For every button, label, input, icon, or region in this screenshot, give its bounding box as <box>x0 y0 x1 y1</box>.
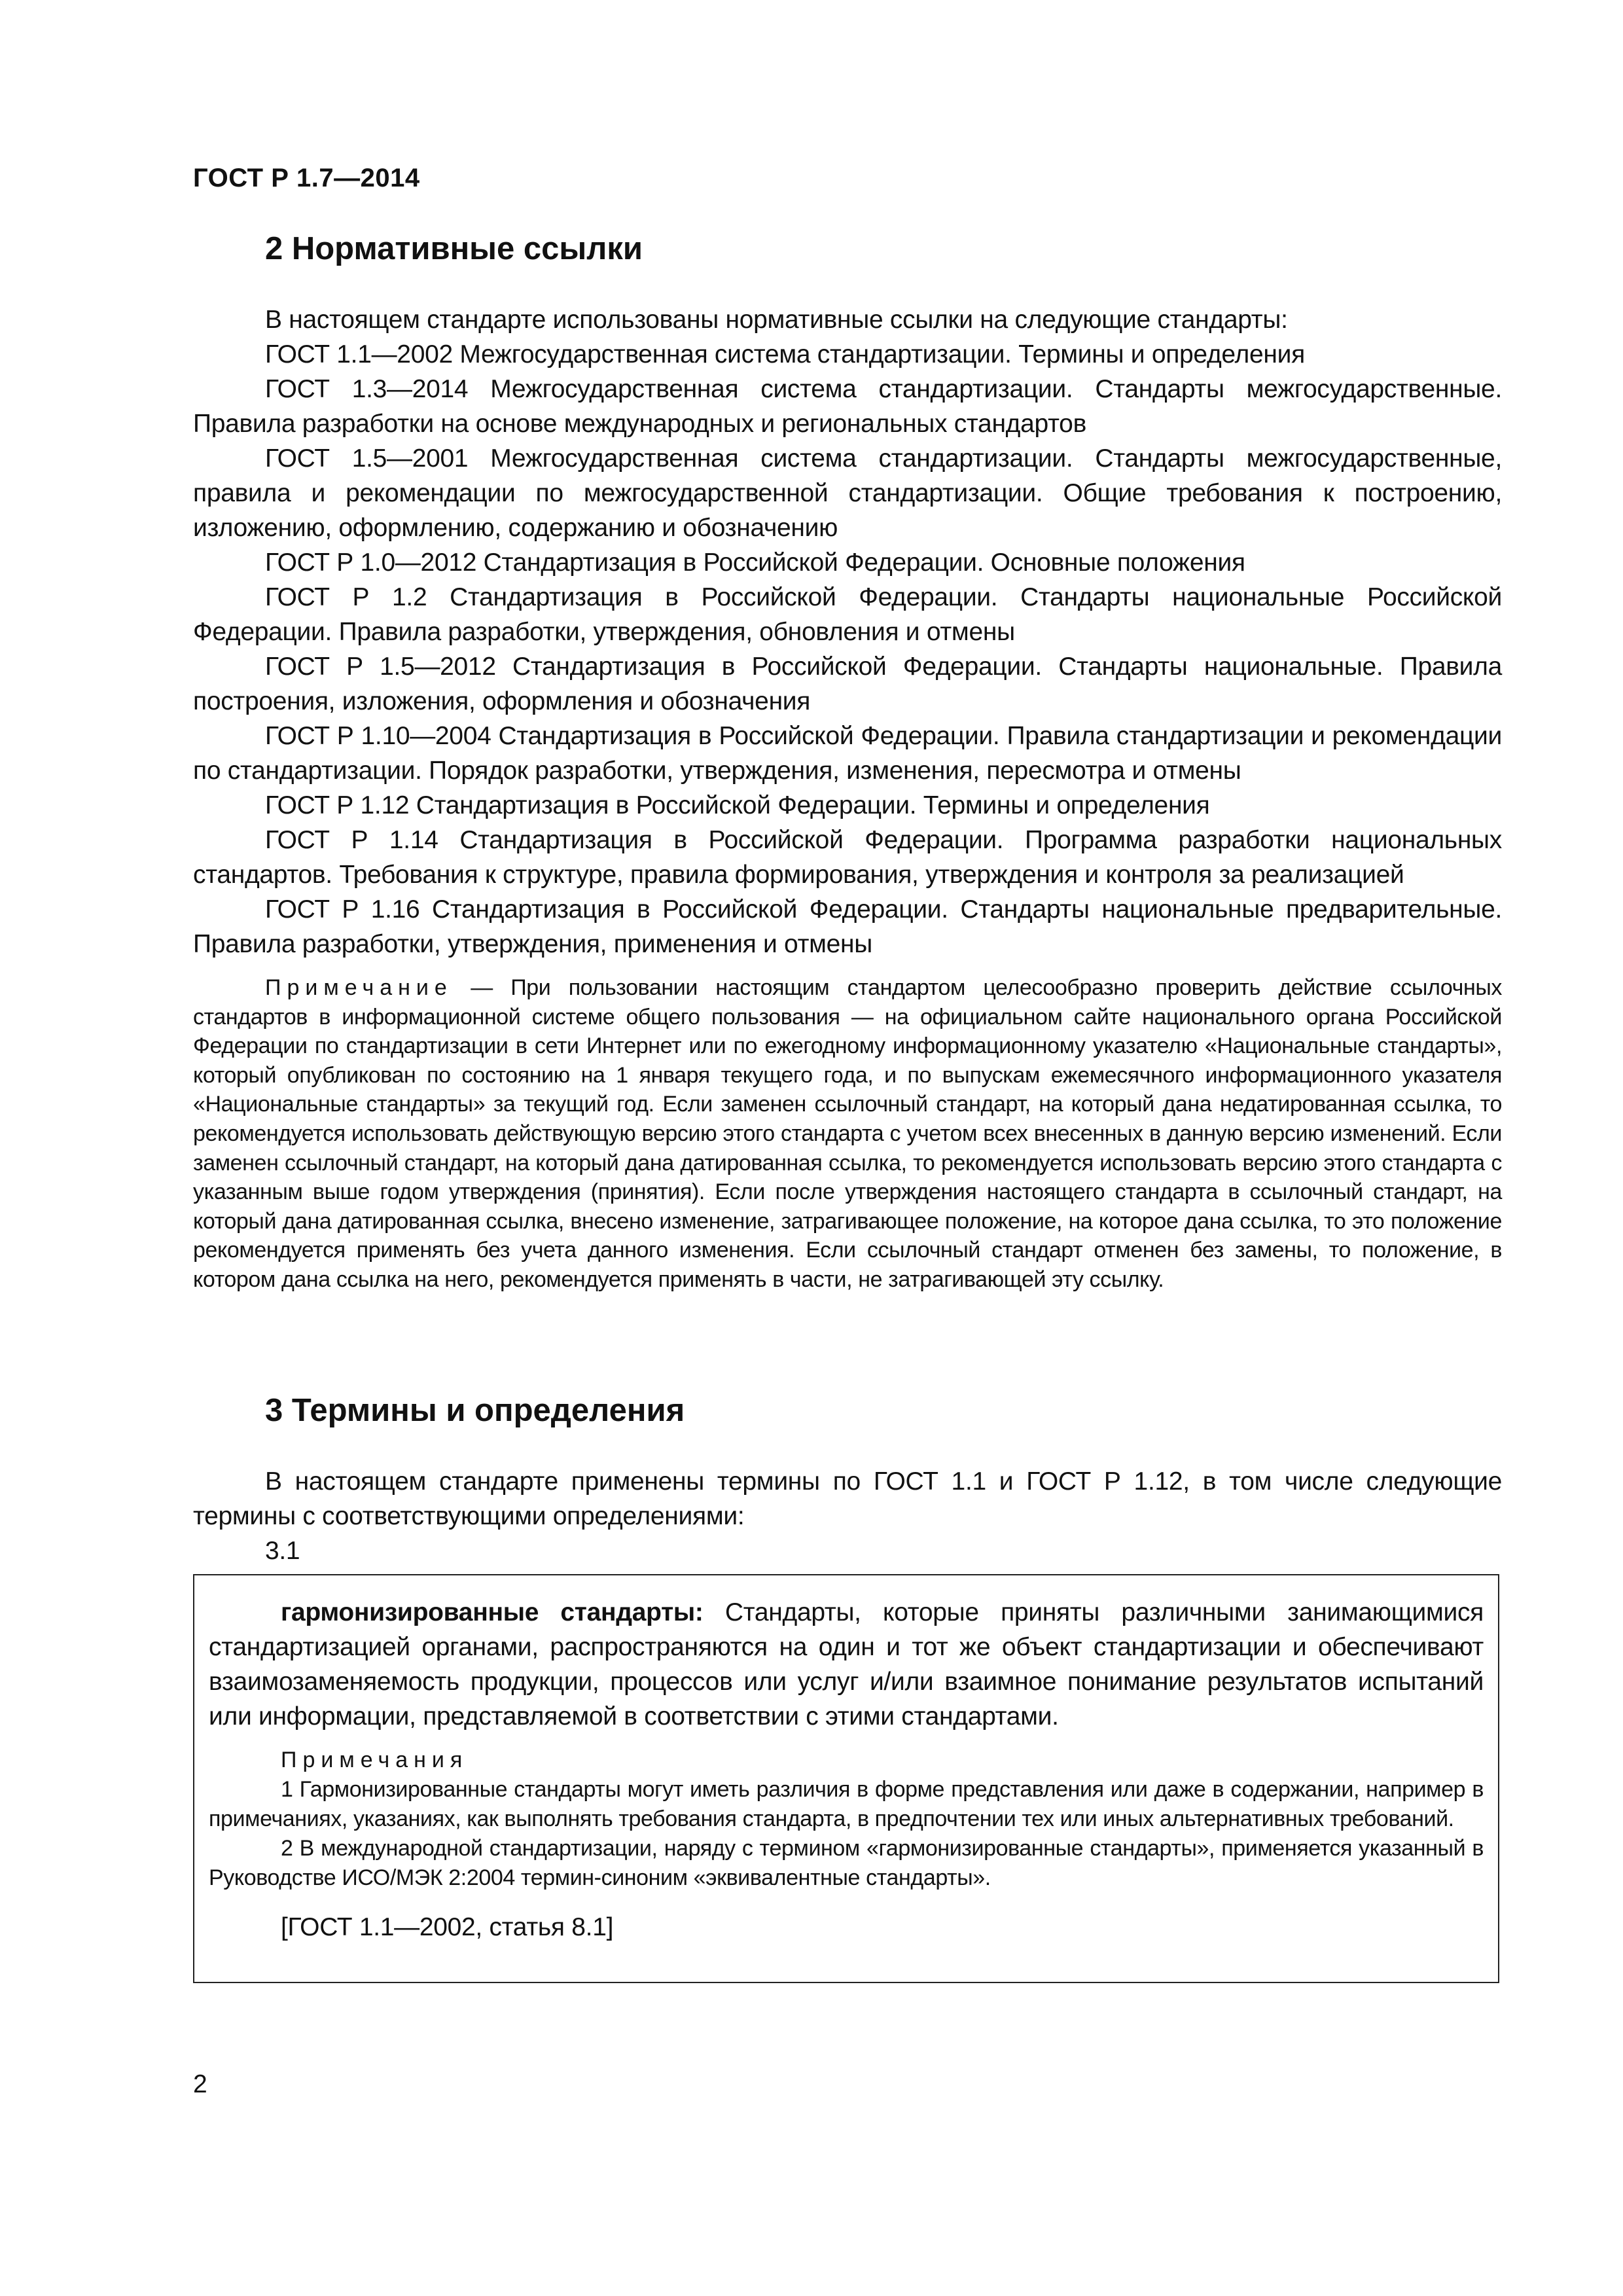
document-page <box>193 0 1502 2296</box>
reference-item: ГОСТ Р 1.14 Стандартизация в Российской Федерации. Программа разработки национальных стандартов. Требования к структуре, правила формирования, утверждения и контроля за реализацией <box>193 826 1502 889</box>
reference-item: ГОСТ Р 1.5—2012 Стандартизация в Российской Федерации. Стандарты национальные. Правила построения, изложения, оформления и обозначения <box>193 653 1502 715</box>
note-text: — При пользовании настоящим стандартом целесообразно проверить действие ссылочных стандартов в информационной системе общего пользования — на официальном сайте национального органа Российской Федерации по стандартизации в сети Интернет или по ежегодному информационному указателю «Национальные стандарты», который опубликован по состоянию на 1 января текущего года, и по выпускам ежемесячного информационного указателя «Национальные стандарты» за текущий год. Если заменен ссылочный стандарт, на который дана недатированная ссылка, то рекомендуется использовать действующую версию этого стандарта с учетом всех внесенных в данную версию изменений. Если заменен ссылочный стандарт, на который дана датированная ссылка, то рекомендуется использовать версию этого стандарта с указанным выше годом утверждения (принятия). Если после утверждения настоящего стандарта в ссылочный стандарт, на который дана датированная ссылка, внесено изменение, затрагивающее положение, на которое дана ссылка, то это положение рекомендуется применять без учета данного изменения. Если ссылочный стандарт отменен без замены, то положение, в котором дана ссылка на него, рекомендуется применять в части, не затрагивающей эту ссылку. <box>193 975 1502 1292</box>
term-notes <box>209 1746 1484 1893</box>
reference-item: ГОСТ 1.3—2014 Межгосударственная система стандартизации. Стандарты межгосударственные. Правила разработки на основе международных и региональных стандартов <box>193 375 1502 438</box>
reference-item: ГОСТ Р 1.0—2012 Стандартизация в Российской Федерации. Основные положения <box>265 548 1245 577</box>
term-name: гармонизированные стандарты: <box>281 1598 704 1626</box>
reference-item: ГОСТ 1.5—2001 Межгосударственная система стандартизации. Стандарты межгосударственные, правила и рекомендации по межгосударственной стандартизации. Общие требования к построению, изложению, оформлению, содержанию и обозначению <box>193 444 1502 542</box>
term-item-number: 3.1 <box>265 1537 300 1565</box>
page-number: 2 <box>193 2070 207 2098</box>
section-intro: В настоящем стандарте использованы нормативные ссылки на следующие стандарты: <box>265 306 1288 334</box>
reference-item: ГОСТ Р 1.12 Стандартизация в Российской Федерации. Термины и определения <box>265 791 1210 819</box>
section-normative-references <box>193 229 1502 1295</box>
term-note: 2 В международной стандартизации, наряду с термином «гармонизированные стандарты», применяется указанный в Руководстве ИСО/МЭК 2:2004 термин-синоним «эквивалентные стандарты». <box>209 1836 1484 1890</box>
reference-item: ГОСТ Р 1.16 Стандартизация в Российской Федерации. Стандарты национальные предварительные. Правила разработки, утверждения, применения и отмены <box>193 895 1502 958</box>
term-source: [ГОСТ 1.1—2002, статья 8.1] <box>281 1913 614 1941</box>
section-intro: В настоящем стандарте применены термины по ГОСТ 1.1 и ГОСТ Р 1.12, в том числе следующие термины с соответствующими определениями: <box>193 1467 1502 1530</box>
section-terms-definitions <box>193 1391 1502 1568</box>
reference-item: ГОСТ 1.1—2002 Межгосударственная система стандартизации. Термины и определения <box>265 340 1305 368</box>
section-title: 3 Термины и определения <box>265 1393 685 1428</box>
term-definition-box <box>193 1574 1499 1983</box>
term-definition <box>209 1595 1484 1734</box>
reference-item: ГОСТ Р 1.2 Стандартизация в Российской Федерации. Стандарты национальные Российской Федерации. Правила разработки, утверждения, обновления и отмены <box>193 583 1502 646</box>
section-title: 2 Нормативные ссылки <box>265 231 643 266</box>
section-note <box>193 973 1502 1295</box>
term-note: 1 Гармонизированные стандарты могут иметь различия в форме представления или даже в содержании, например в примечаниях, указаниях, как выполнять требования стандарта, в предпочтении тех или иных альтернативных требований. <box>209 1777 1484 1831</box>
term-definition-text: Стандарты, которые приняты различными занимающимися стандартизацией органами, распространяются на один и тот же объект стандартизации и обеспечивают взаимозаменяемость продукции, процессов или услуг и/или взаимное понимание результатов испытаний или информации, представляемой в соответствии с этими стандартами. <box>209 1598 1484 1731</box>
document-code: ГОСТ Р 1.7—2014 <box>193 164 420 192</box>
notes-heading: Примечания <box>281 1748 469 1772</box>
reference-item: ГОСТ Р 1.10—2004 Стандартизация в Российской Федерации. Правила стандартизации и рекомендации по стандартизации. Порядок разработки, утверждения, изменения, пересмотра и отмены <box>193 722 1502 785</box>
note-label: Примечание <box>265 975 453 1000</box>
